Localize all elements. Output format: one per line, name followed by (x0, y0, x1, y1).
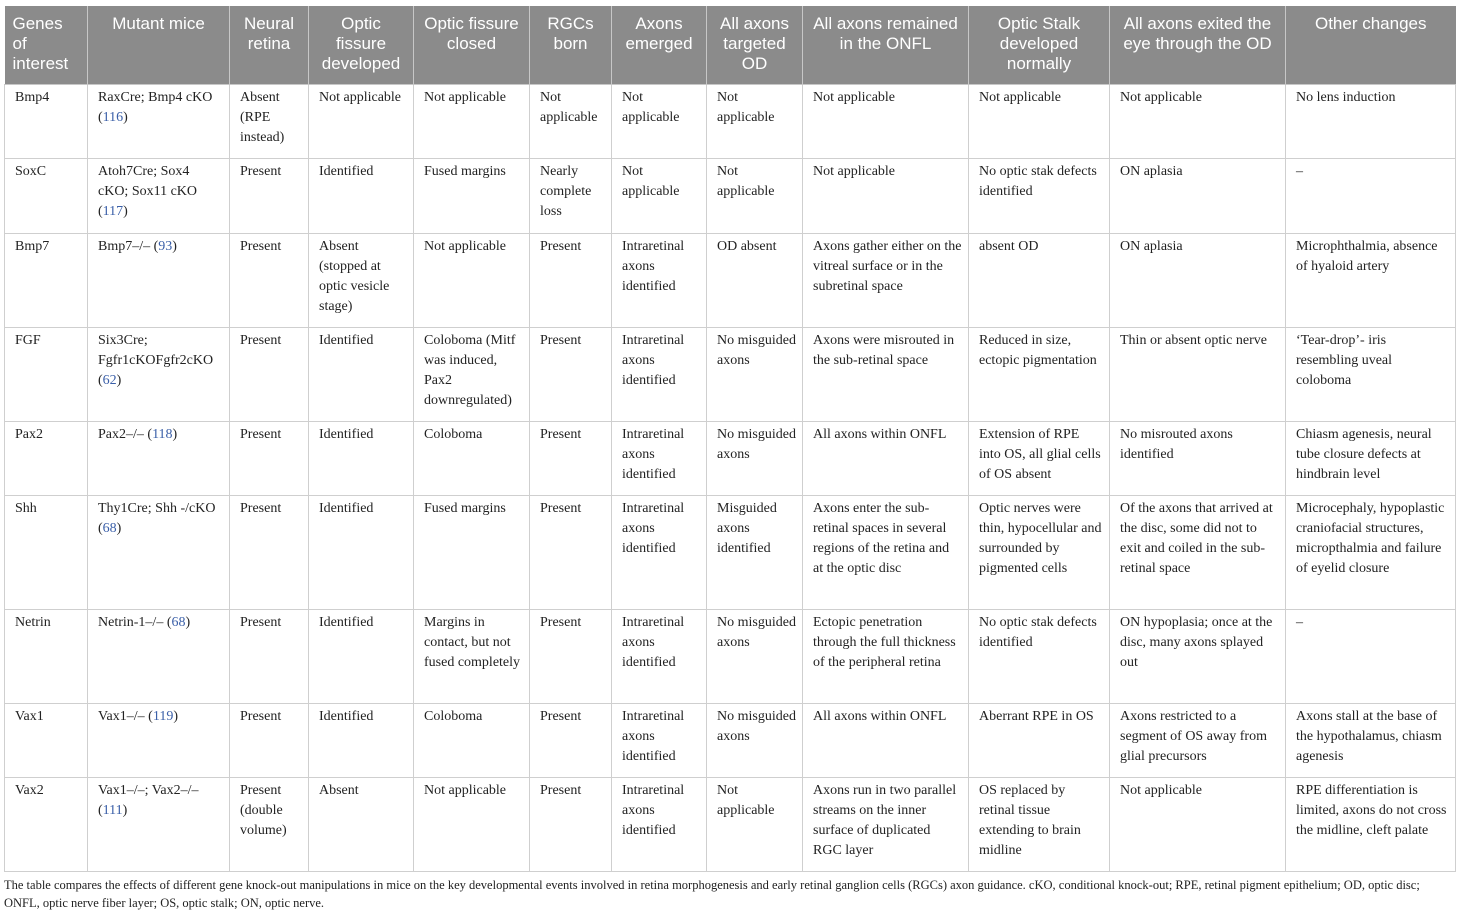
table-cell: Identified (309, 421, 414, 495)
table-cell: absent OD (969, 233, 1110, 327)
table-cell: No misguided axons (707, 327, 803, 421)
table-cell: Not applicable (414, 84, 530, 158)
gene-cell: Bmp7 (5, 233, 88, 327)
mutant-cell: Six3Cre; Fgfr1cKOFgfr2cKO (62) (88, 327, 230, 421)
reference-link[interactable]: 68 (102, 520, 117, 536)
table-row (5, 84, 1456, 158)
header-cell: All axons remained in the ONFL (803, 6, 969, 84)
header-cell: Optic fissure closed (414, 6, 530, 84)
table-cell: No lens induction (1286, 84, 1456, 158)
table-row (5, 421, 1456, 495)
table-row (5, 703, 1456, 777)
table-cell: No optic stak defects identified (969, 609, 1110, 703)
table-cell: No optic stak defects identified (969, 158, 1110, 233)
table-cell: Present (230, 495, 309, 609)
mutant-cell: Atoh7Cre; Sox4 cKO; Sox11 cKO (117) (88, 158, 230, 233)
header-cell: All axons exited the eye through the OD (1110, 6, 1286, 84)
table-cell: RPE differentiation is limited, axons do not cross the midline, cleft palate (1286, 777, 1456, 871)
table-cell: All axons within ONFL (803, 421, 969, 495)
header-cell: All axons targeted OD (707, 6, 803, 84)
table-cell: Present (230, 233, 309, 327)
gene-cell: FGF (5, 327, 88, 421)
table-cell: Not applicable (612, 84, 707, 158)
table-cell: Misguided axons identified (707, 495, 803, 609)
table-cell: Intraretinal axons identified (612, 777, 707, 871)
table-cell: Not applicable (612, 158, 707, 233)
table-cell: Intraretinal axons identified (612, 495, 707, 609)
reference-link[interactable]: 117 (102, 203, 124, 219)
table-cell: Axons gather either on the vitreal surface or in the subretinal space (803, 233, 969, 327)
table-cell: Coloboma (Mitf was induced, Pax2 downregulated) (414, 327, 530, 421)
table-cell: Microphthalmia, absence of hyaloid artery (1286, 233, 1456, 327)
gene-cell: Shh (5, 495, 88, 609)
table-cell: Not applicable (707, 84, 803, 158)
table-cell: Identified (309, 495, 414, 609)
mutant-name: Bmp7–/– (98, 238, 151, 254)
mutant-cell: Vax1–/–; Vax2–/– (111) (88, 777, 230, 871)
table-cell: Present (530, 327, 612, 421)
reference-link[interactable]: 119 (152, 708, 174, 724)
table-cell: Present (230, 609, 309, 703)
table-cell: OD absent (707, 233, 803, 327)
table-cell: Absent (stopped at optic vesicle stage) (309, 233, 414, 327)
table-cell: Margins in contact, but not fused completely (414, 609, 530, 703)
table-cell: Axons stall at the base of the hypothalamus, chiasm agenesis (1286, 703, 1456, 777)
table-cell: Present (530, 609, 612, 703)
mutant-name: Atoh7Cre; Sox4 cKO; Sox11 cKO (98, 163, 198, 199)
table-cell: – (1286, 158, 1456, 233)
table-row (5, 233, 1456, 327)
table-cell: ON aplasia (1110, 158, 1286, 233)
table-cell: Not applicable (969, 84, 1110, 158)
header-cell: Optic Stalk developed normally (969, 6, 1110, 84)
gene-cell: Pax2 (5, 421, 88, 495)
table-cell: Not applicable (803, 84, 969, 158)
gene-cell: Vax2 (5, 777, 88, 871)
table-cell: ‘Tear-drop’- iris resembling uveal coloboma (1286, 327, 1456, 421)
table-container (4, 6, 1455, 872)
header-cell: Axons emerged (612, 6, 707, 84)
table-cell: ON hypoplasia; once at the disc, many axons splayed out (1110, 609, 1286, 703)
table-cell: Absent (309, 777, 414, 871)
table-cell: Not applicable (707, 158, 803, 233)
mutant-cell: Pax2–/– (118) (88, 421, 230, 495)
mutant-name: Vax1–/– (98, 708, 145, 724)
table-cell: Not applicable (309, 84, 414, 158)
mutant-name: Six3Cre; Fgfr1cKOFgfr2cKO (98, 332, 214, 368)
table-cell: Not applicable (707, 777, 803, 871)
table-cell: All axons within ONFL (803, 703, 969, 777)
reference-link[interactable]: 116 (102, 109, 124, 125)
table-cell: Intraretinal axons identified (612, 327, 707, 421)
table-cell: Present (230, 158, 309, 233)
header-cell: Neural retina (230, 6, 309, 84)
header-cell: Other changes (1286, 6, 1456, 84)
header-row (5, 6, 1456, 84)
table-cell: Present (230, 421, 309, 495)
table-cell: Aberrant RPE in OS (969, 703, 1110, 777)
table-cell: Present (230, 703, 309, 777)
mutant-cell: Thy1Cre; Shh -/cKO (68) (88, 495, 230, 609)
table-footnote: The table compares the effects of different gene knock-out manipulations in mice on the key developmental events involved in retina morphogenesis and early retinal ganglion cells (RGCs) axon guidance. cKO, conditional knock-out; RPE, retinal pigment epithelium; OD, optic disc; ONFL, optic nerve fiber layer; OS, optic stalk; ON, optic nerve. (4, 878, 1420, 910)
table-cell: No misguided axons (707, 421, 803, 495)
gene-cell: Bmp4 (5, 84, 88, 158)
table-cell: – (1286, 609, 1456, 703)
header-cell: Mutant mice (88, 6, 230, 84)
table-cell: Identified (309, 158, 414, 233)
table-cell: Coloboma (414, 421, 530, 495)
mutant-name: Pax2–/– (98, 426, 144, 442)
table-cell: Absent (RPE instead) (230, 84, 309, 158)
table-cell: Intraretinal axons identified (612, 703, 707, 777)
gene-cell: Vax1 (5, 703, 88, 777)
table-cell: Axons were misrouted in the sub-retinal space (803, 327, 969, 421)
gene-knockout-table (4, 6, 1456, 872)
table-cell: Present (530, 233, 612, 327)
table-cell: Present (double volume) (230, 777, 309, 871)
table-cell: Not applicable (1110, 84, 1286, 158)
table-cell: Intraretinal axons identified (612, 609, 707, 703)
mutant-cell: RaxCre; Bmp4 cKO (116) (88, 84, 230, 158)
table-cell: Optic nerves were thin, hypocellular and surrounded by pigmented cells (969, 495, 1110, 609)
reference-link[interactable]: 93 (158, 238, 173, 254)
table-cell: Identified (309, 703, 414, 777)
table-cell: Not applicable (414, 233, 530, 327)
table-cell: Microcephaly, hypoplastic craniofacial structures, micropthalmia and failure of eyelid closure (1286, 495, 1456, 609)
table-cell: Ectopic penetration through the full thickness of the peripheral retina (803, 609, 969, 703)
table-cell: Intraretinal axons identified (612, 233, 707, 327)
table-cell: No misguided axons (707, 609, 803, 703)
table-cell: Not applicable (530, 84, 612, 158)
table-cell: Present (530, 703, 612, 777)
table-cell: Fused margins (414, 495, 530, 609)
table-row (5, 327, 1456, 421)
mutant-name: Thy1Cre; Shh -/cKO (98, 500, 216, 516)
table-row (5, 609, 1456, 703)
mutant-cell: Bmp7–/– (93) (88, 233, 230, 327)
table-cell: ON aplasia (1110, 233, 1286, 327)
table-cell: Fused margins (414, 158, 530, 233)
table-cell: OS replaced by retinal tissue extending to brain midline (969, 777, 1110, 871)
table-cell: Present (530, 777, 612, 871)
table-cell: No misguided axons (707, 703, 803, 777)
table-row (5, 777, 1456, 871)
table-cell: Chiasm agenesis, neural tube closure defects at hindbrain level (1286, 421, 1456, 495)
table-cell: Axons enter the sub-retinal spaces in several regions of the retina and at the optic disc (803, 495, 969, 609)
table-cell: Not applicable (803, 158, 969, 233)
reference-link[interactable]: 118 (152, 426, 173, 442)
gene-cell: SoxC (5, 158, 88, 233)
table-cell: Extension of RPE into OS, all glial cells of OS absent (969, 421, 1110, 495)
mutant-name: RaxCre; Bmp4 cKO (98, 89, 213, 105)
table-cell: Axons run in two parallel streams on the inner surface of duplicated RGC layer (803, 777, 969, 871)
mutant-name: Netrin-1–/– (98, 614, 164, 630)
table-cell: Not applicable (414, 777, 530, 871)
table-cell: Coloboma (414, 703, 530, 777)
table-cell: Of the axons that arrived at the disc, some did not to exit and coiled in the sub-retinal space (1110, 495, 1286, 609)
table-cell: Identified (309, 327, 414, 421)
table-cell: Intraretinal axons identified (612, 421, 707, 495)
table-cell: Thin or absent optic nerve (1110, 327, 1286, 421)
gene-cell: Netrin (5, 609, 88, 703)
table-cell: Nearly complete loss (530, 158, 612, 233)
header-cell: Genes of interest (5, 6, 88, 84)
mutant-cell: Netrin-1–/– (68) (88, 609, 230, 703)
header-cell: Optic fissure developed (309, 6, 414, 84)
reference-link[interactable]: 111 (102, 802, 123, 818)
table-cell: Identified (309, 609, 414, 703)
table-cell: Present (230, 327, 309, 421)
table-cell: Present (530, 421, 612, 495)
header-cell: RGCs born (530, 6, 612, 84)
table-cell: No misrouted axons identified (1110, 421, 1286, 495)
table-cell: Present (530, 495, 612, 609)
mutant-cell: Vax1–/– (119) (88, 703, 230, 777)
table-row (5, 158, 1456, 233)
reference-link[interactable]: 68 (171, 614, 186, 630)
table-cell: Reduced in size, ectopic pigmentation (969, 327, 1110, 421)
table-body (5, 84, 1456, 871)
mutant-name: Vax1–/–; Vax2–/– (98, 782, 199, 798)
table-cell: Not applicable (1110, 777, 1286, 871)
reference-link[interactable]: 62 (102, 372, 117, 388)
table-row (5, 495, 1456, 609)
table-cell: Axons restricted to a segment of OS away from glial precursors (1110, 703, 1286, 777)
